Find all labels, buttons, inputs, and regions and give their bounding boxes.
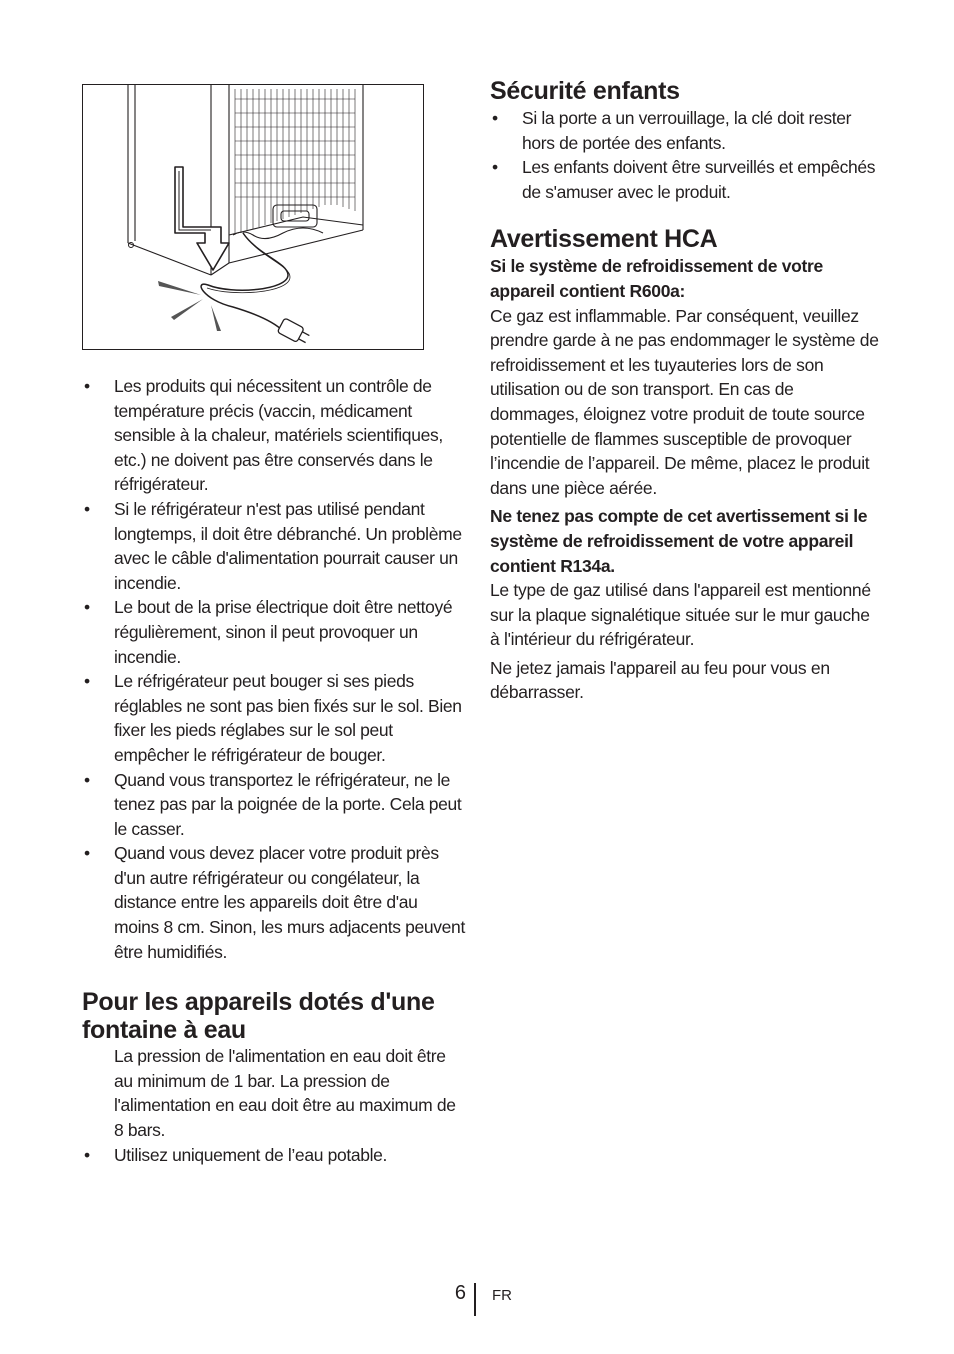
hca-warning-heading: Avertissement HCA [490, 225, 718, 254]
page-footer [0, 1281, 954, 1317]
hca-r600a-note: Si le système de refroidissement de votre appareil contient R600a: [490, 256, 823, 301]
hca-r134a-note: Ne tenez pas compte de cet avertissement si le système de refroidissement de votre appareil contient R134a. [490, 506, 868, 576]
fountain-bullet-list [82, 1143, 466, 1168]
footer-divider [474, 1283, 476, 1316]
list-item: • Quand vous transportez le réfrigérateur, ne le tenez pas par la poignée de la porte. Cela peut le casser. [82, 768, 466, 842]
fountain-heading: Pour les appareils dotés d'une fontaine à eau [82, 988, 435, 1045]
hca-warning-section [490, 254, 880, 705]
list-item: • Utilisez uniquement de l’eau potable. [82, 1143, 466, 1168]
list-item: • Le bout de la prise électrique doit être nettoyé régulièrement, sinon il peut provoquer un incendie. [82, 595, 466, 669]
list-item: • Quand vous devez placer votre produit près d'un autre réfrigérateur ou congélateur, la distance entre les appareils doit être d'au moins 8 cm. Sinon, les murs adjacents peuvent être humidifiés. [82, 841, 466, 964]
hca-paragraph-3: Ne jetez jamais l'appareil au feu pour vous en débarrasser. [490, 657, 830, 703]
language-code: FR [492, 1287, 512, 1304]
list-item: • Si la porte a un verrouillage, la clé doit rester hors de portée des enfants. [490, 106, 880, 155]
left-bullet-list [82, 374, 466, 964]
list-item: • Les enfants doivent être surveillés et empêchés de s'amuser avec le produit. [490, 155, 880, 204]
page-number: 6 [454, 1282, 466, 1304]
hca-paragraph-1: Ce gaz est inflammable. Par conséquent, veuillez prendre garde à ne pas endommager le système de refroidissement et les tuyauteries lors de son utilisation ou de son transport. En cas de dommages, éloignez votre produit de toute source potentielle de flammes susceptible de provoquer l’incendie de l’appareil. De même, placez le produit dans une pièce aérée. [490, 305, 879, 498]
list-item: • Le réfrigérateur peut bouger si ses pieds réglables ne sont pas bien fixés sur le sol. Bien fixer les pieds réglabes sur le sol peut empêcher le réfrigérateur de bouger. [82, 669, 466, 767]
left-column [82, 84, 466, 1167]
right-column [490, 76, 880, 705]
fountain-section [82, 1044, 466, 1167]
list-item: • Les produits qui nécessitent un contrôle de température précis (vaccin, médicament sensible à la chaleur, matériels scientifiques, etc.) ne doivent pas être conservés dans le réfrigérateur. [82, 374, 466, 497]
hca-paragraph-2: Le type de gaz utilisé dans l'appareil est mentionné sur la plaque signalétique située sur le mur gauche à l'intérieur du réfrigérateur. [490, 580, 871, 650]
list-item: • Si le réfrigérateur n'est pas utilisé pendant longtemps, il doit être débranché. Un problème avec le câble d'alimentation pourrait causer un incendie. [82, 497, 466, 595]
child-safety-list [490, 106, 880, 204]
child-safety-heading: Sécurité enfants [490, 77, 680, 105]
refrigerator-plug-illustration [82, 84, 424, 350]
fountain-paragraph: La pression de l'alimentation en eau doit être au minimum de 1 bar. La pression de l'alimentation en eau doit être au maximum de 8 bars. [114, 1046, 456, 1141]
